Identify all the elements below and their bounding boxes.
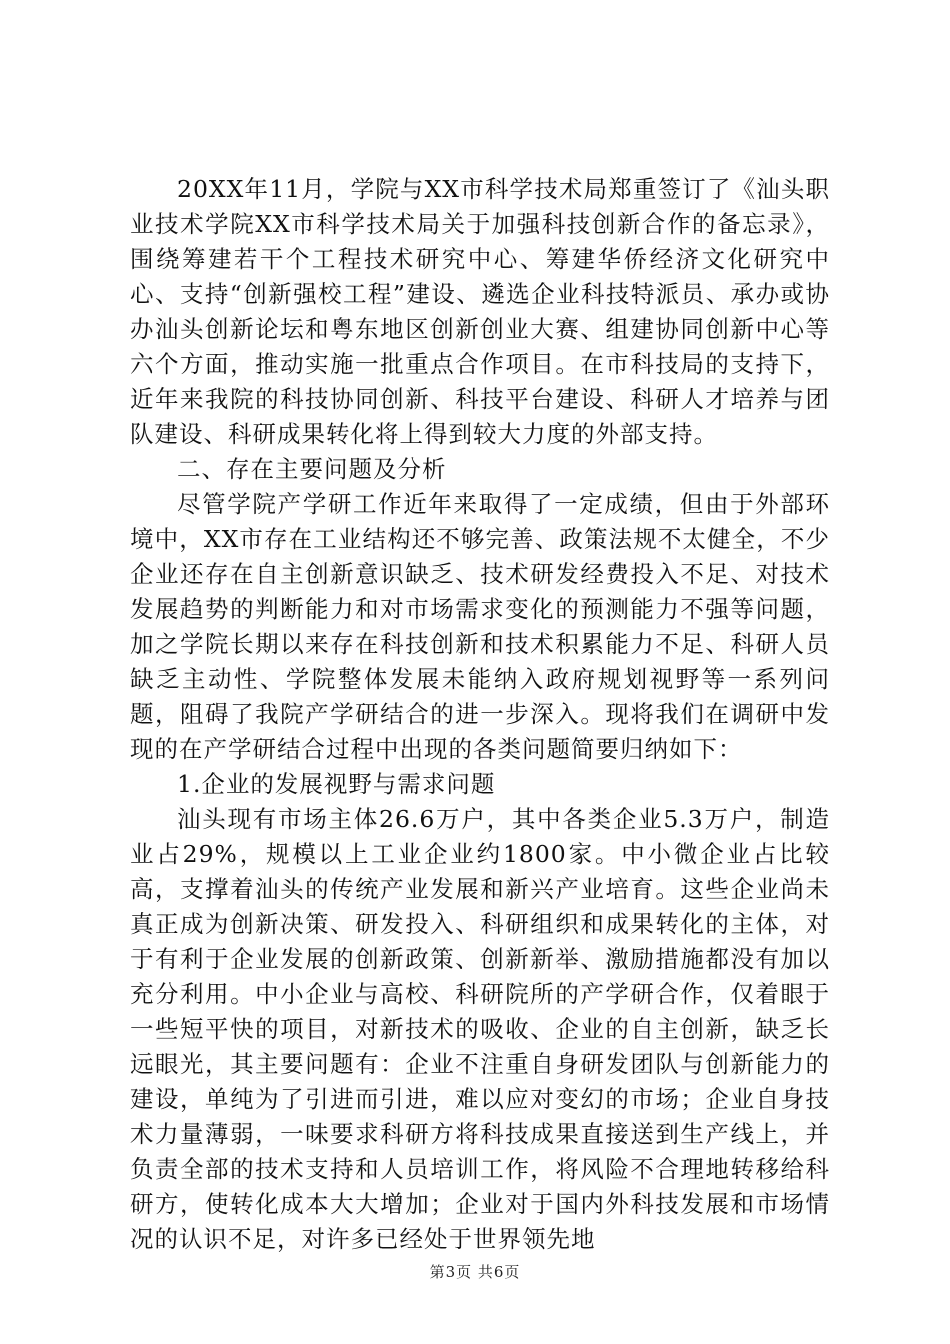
document-body bbox=[130, 172, 830, 1257]
page-number-footer: 第3页 共6页 bbox=[429, 1263, 521, 1281]
subheading-enterprise-vision: 1.企业的发展视野与需求问题 bbox=[177, 770, 496, 798]
section-heading-problems: 二、存在主要问题及分析 bbox=[177, 455, 447, 483]
paragraph-enterprise-issues: 汕头现有市场主体26.6万户，其中各类企业5.3万户，制造业占29%，规模以上工业企业约1800家。中小微企业占比较高，支撑着汕头的传统产业发展和新兴产业培育。这些企业尚未真正成为创新决策、研发投入、科研组织和成果转化的主体，对于有利于企业发展的创新政策、创新新举、激励措施都没有加以充分利用。中小企业与高校、科研院所的产学研合作，仅着眼于一些短平快的项目，对新技术的吸收、企业的自主创新，缺乏长远眼光，其主要问题有：企业不注重自身研发团队与创新能力的建设，单纯为了引进而引进，难以应对变幻的市场；企业自身技术力量薄弱，一味要求科研方将科技成果直接送到生产线上，并负责全部的技术支持和人员培训工作，将风险不合理地转移给科研方，使转化成本大大增加；企业对于国内外科技发展和市场情况的认识不足，对许多已经处于世界领先地 bbox=[130, 805, 830, 1253]
paragraph-problems-overview: 尽管学院产学研工作近年来取得了一定成绩，但由于外部环境中，XX市存在工业结构还不够完善、政策法规不太健全，不少企业还存在自主创新意识缺乏、技术研发经费投入不足、对技术发展趋势的判断能力和对市场需求变化的预测能力不强等问题，加之学院长期以来存在科技创新和技术积累能力不足、科研人员缺乏主动性、学院整体发展未能纳入政府规划视野等一系列问题，阻碍了我院产学研结合的进一步深入。现将我们在调研中发现的在产学研结合过程中出现的各类问题简要归纳如下： bbox=[130, 490, 830, 763]
paragraph-cooperation-memo: 20XX年11月，学院与XX市科学技术局郑重签订了《汕头职业技术学院XX市科学技术局关于加强科技创新合作的备忘录》，围绕筹建若干个工程技术研究中心、筹建华侨经济文化研究中心、支持“创新强校工程”建设、遴选企业科技特派员、承办或协办汕头创新论坛和粤东地区创新创业大赛、组建协同创新中心等六个方面，推动实施一批重点合作项目。在市科技局的支持下，近年来我院的科技协同创新、科技平台建设、科研人才培养与团队建设、科研成果转化将上得到较大力度的外部支持。 bbox=[130, 175, 830, 448]
